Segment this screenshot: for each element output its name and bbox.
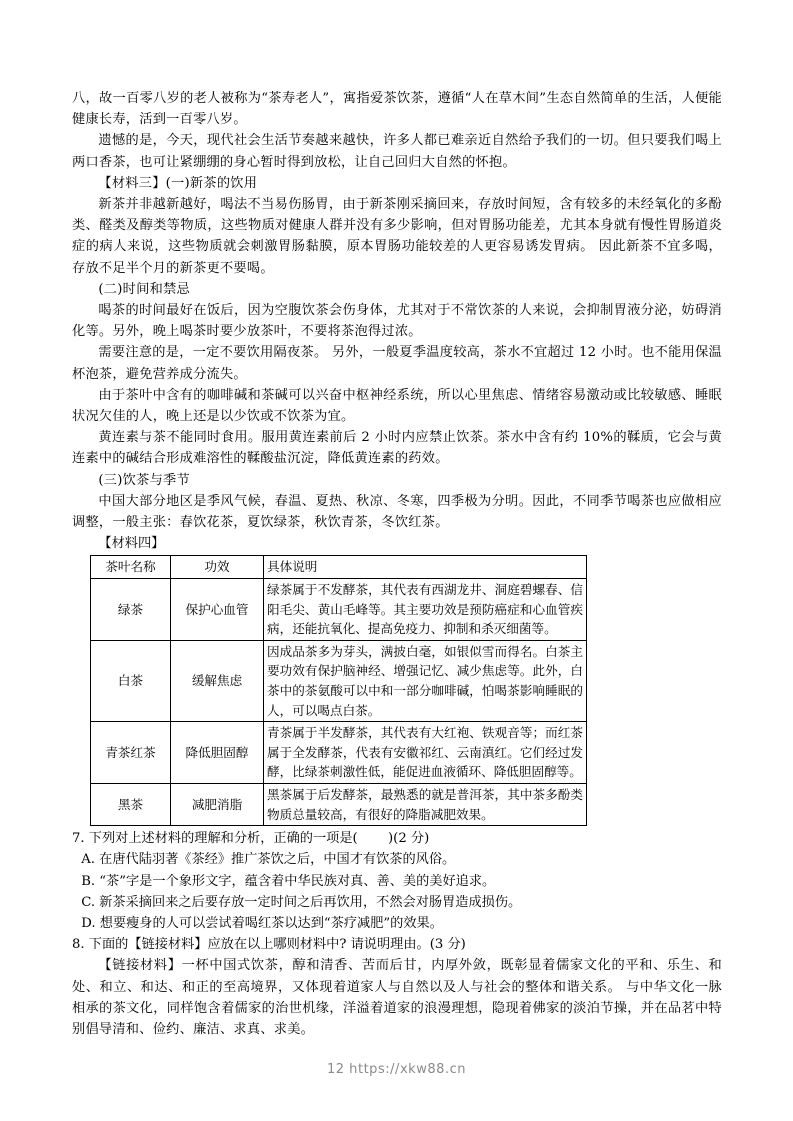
table-row	[91, 640, 587, 721]
question-7-option-b: B. “茶”字是一个象形文字，蕴含着中华民族对真、善、美的美好追求。	[81, 873, 496, 889]
cell-tea-name: 青茶红茶	[91, 722, 171, 784]
material-four-label: 【材料四】	[98, 536, 165, 552]
cell-tea-name: 白茶	[91, 640, 171, 721]
table-body	[91, 579, 587, 826]
cell-description: 青茶属于半发酵茶，其代表有大红袍、铁观音等；而红茶属于全发酵茶，代表有安徽祁红、云南滇红。它们经过发酵，比绿茶刺激性低，能促进血液循环、降低胆固醇等。	[264, 722, 587, 784]
section-two-paragraph-4: 黄连素与茶不能同时食用。服用黄连素前后 2 小时内应禁止饮茶。茶水中含有约 10%的鞣质，它会与黄连素中的碱结合形成难溶性的鞣酸盐沉淀，降低黄连素的药效。	[72, 430, 722, 467]
question-7-stem-before: 7. 下列对上述材料的理解和分析，正确的一项是(	[72, 831, 358, 847]
linked-material-paragraph: 【链接材料】一杯中国式饮茶，醇和清香、苦而后甘，内厚外敛，既彰显着儒家文化的平和、乐生、和处、和立、和达、和正的至高境界，又体现着道家人与自然以及人与社会的整体和谐关系。 与中华文化一脉相承的茶文化，同样饱含着儒家的治世机缘，洋溢着道家的浪漫理想，隐现着佛家的淡泊节操，并在品茗中特别倡导清和、俭约、廉洁、求真、求美。	[72, 958, 722, 1038]
table-header	[91, 556, 587, 579]
table-row	[91, 784, 587, 826]
material-three-heading: 【材料三】(一)新茶的饮用	[98, 175, 258, 191]
cell-description: 黑茶属于后发酵茶，最熟悉的就是普洱茶，其中茶多酚类物质总量较高，有很好的降脂减肥效果。	[264, 784, 587, 826]
cell-effect: 保护心血管	[171, 579, 264, 641]
question-7-stem-after: )(2 分)	[388, 831, 430, 847]
page-content	[72, 88, 722, 1040]
section-three-paragraph-1: 中国大部分地区是季风气候，春温、夏热、秋凉、冬寒，四季极为分明。因此，不同季节喝茶也应做相应调整，一般主张：春饮花茶，夏饮绿茶，秋饮青茶，冬饮红茶。	[72, 493, 722, 531]
question-7-option-d: D. 想要瘦身的人可以尝试着喝红茶以达到“茶疗减肥”的效果。	[81, 916, 443, 931]
cell-tea-name: 绿茶	[91, 579, 171, 641]
question-7-option-c: C. 新茶采摘回来之后要存放一定时间之后再饮用，不然会对肠胃造成损伤。	[81, 894, 522, 910]
cell-description: 绿茶属于不发酵茶，其代表有西湖龙井、洞庭碧螺春、信阳毛尖、黄山毛峰等。其主要功效是预防癌症和心血管疾病，还能抗氧化、提高免疫力、抑制和杀灭细菌等。	[264, 579, 587, 641]
tea-varieties-table	[90, 555, 587, 826]
question-7-option-a: A. 在唐代陆羽著《茶经》推广茶饮之后，中国才有饮茶的风俗。	[81, 852, 456, 868]
table-header-row	[91, 556, 587, 579]
page-footer: 12 https://xkw88.cn	[326, 1062, 467, 1077]
question-7-stem	[72, 828, 722, 849]
section-two-paragraph-3: 由于茶叶中含有的咖啡碱和茶碱可以兴奋中枢神经系统，所以心里焦虑、情绪容易激动或比较敏感、睡眠状况欠佳的人，晚上还是以少饮或不饮茶为宜。	[72, 387, 722, 425]
section-two-paragraph-2: 需要注意的是，一定不要饮用隔夜茶。 另外，一般夏季温度较高，茶水不宜超过 12 小时。也不能用保温杯泡茶，避免营养成分流失。	[72, 345, 722, 382]
cell-effect: 减肥消脂	[171, 784, 264, 826]
cell-effect: 降低胆固醇	[171, 722, 264, 784]
section-three-heading: (三)饮茶与季节	[98, 472, 190, 488]
section-two-heading: (二)时间和禁忌	[98, 281, 190, 297]
cell-description: 因成品茶多为芽头，满披白毫，如银似雪而得名。白茶主要功效有保护脑神经、增强记忆、减少焦虑等。此外，白茶中的茶氨酸可以中和一部分咖啡碱，怕喝茶影响睡眠的人，可以喝点白茶。	[264, 640, 587, 721]
body-paragraph-continuation: 八，故一百零八岁的老人被称为“茶寿老人”，寓指爱茶饮茶，遵循“人在草木间”生态自然简单的生活，人便能健康长寿，活到一百零八岁。	[72, 91, 722, 128]
table-row	[91, 722, 587, 784]
header-tea-name: 茶叶名称	[91, 556, 171, 579]
cell-tea-name: 黑茶	[91, 784, 171, 826]
table-row	[91, 579, 587, 641]
body-paragraph-regret: 遗憾的是，今天，现代社会生活节奏越来越快，许多人都已难亲近自然给予我们的一切。但只要我们喝上两口香茶，也可让紧绷绷的身心暂时得到放松，让自己回归大自然的怀抱。	[72, 133, 722, 170]
material-three-paragraph-1: 新茶并非越新越好，喝法不当易伤肠胃，由于新茶刚采摘回来，存放时间短，含有较多的未经氧化的多酚类、醛类及醇类等物质，这些物质对健康人群并没有多少影响，但对胃肠功能差，尤其本身就有慢性胃肠道炎症的病人来说，这些物质就会刺激胃肠黏膜，原本胃肠功能较差的人更容易诱发胃病。 因此新茶不宜多喝，存放不足半个月的新茶更不要喝。	[72, 197, 722, 276]
question-8-stem: 8. 下面的【链接材料】应放在以上哪则材料中? 请说明理由。(3 分)	[72, 937, 466, 953]
header-effect: 功效	[171, 556, 264, 579]
header-description: 具体说明	[264, 556, 587, 579]
section-two-paragraph-1: 喝茶的时间最好在饭后，因为空腹饮茶会伤身体，尤其对于不常饮茶的人来说，会抑制胃液分泌，妨碍消化等。另外，晚上喝茶时要少放茶叶，不要将茶泡得过浓。	[72, 303, 722, 340]
cell-effect: 缓解焦虑	[171, 640, 264, 721]
